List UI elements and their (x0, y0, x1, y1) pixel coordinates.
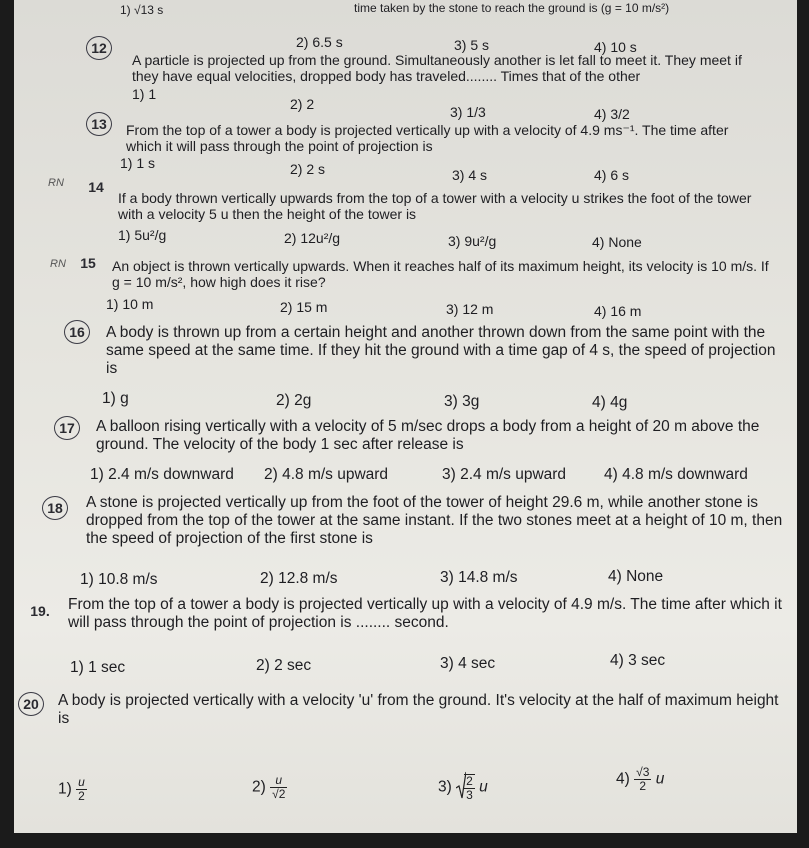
option-4: 4) 16 m (594, 303, 642, 319)
fraction (464, 774, 475, 802)
option-1: 1) 10 m (106, 296, 154, 312)
prev-option-2: 2) 6.5 s (296, 34, 343, 50)
option-2: 2) 12.8 m/s (260, 570, 338, 587)
numerator: √3 (636, 765, 650, 779)
option-3: 3) 12 m (446, 301, 494, 317)
question-number: 15 (80, 255, 96, 271)
option-4: 4) 6 s (594, 167, 630, 183)
variable: u (479, 778, 488, 796)
question-number: 13 (86, 112, 112, 136)
question-stem: A balloon rising vertically with a velocity of 5 m/sec drops a body from a height of 20 m above the ground. The velocity of the body 1 sec after release is (96, 418, 760, 453)
prev-option-1: 1) √13 s (120, 3, 164, 17)
denominator: √2 (272, 787, 286, 801)
option-2 (252, 774, 287, 801)
prev-stem-tail: time taken by the stone to reach the ground is (g = 10 m/s²) (354, 1, 670, 15)
option-2: 2) 15 m (280, 299, 328, 315)
option-3: 3) 14.8 m/s (440, 569, 518, 586)
numerator: 2 (466, 773, 473, 788)
margin-mark: RN (50, 258, 66, 270)
option-label: 2) (252, 778, 266, 796)
numerator: u (270, 774, 287, 788)
option-4: 4) 4.8 m/s downward (604, 466, 748, 483)
margin-mark: RN (48, 177, 64, 189)
option-4: 4) 3/2 (594, 106, 630, 122)
denominator: 3 (466, 787, 473, 802)
question-stem: From the top of a tower a body is projected vertically up with a velocity of 4.9 m/s. The time after which it will pass through the point of projection is ........ second. (68, 596, 782, 631)
option-4: 4) None (592, 234, 642, 250)
option-4: 4) 4g (592, 394, 628, 411)
question-number: 20 (18, 692, 44, 716)
option-3: 3) 4 s (452, 167, 488, 183)
question-stem: An object is thrown vertically upwards. When it reaches half of its maximum height, its velocity is 10 m/s. If g = 10 m/s², how high does it rise? (112, 258, 769, 290)
option-3: 3) 4 sec (440, 655, 496, 672)
question-number: 16 (64, 320, 90, 344)
fraction (634, 766, 651, 793)
variable: u (655, 770, 665, 788)
option-2: 2) 2 (290, 96, 315, 112)
option-1: 1) 5u²/g (118, 227, 167, 243)
option-4: 4) 3 sec (610, 652, 666, 669)
option-1: 1) 2.4 m/s downward (90, 466, 234, 483)
option-1: 1) 10.8 m/s (80, 571, 158, 588)
option-1: 1) g (102, 390, 129, 407)
numerator: u (78, 775, 85, 789)
option-4 (616, 766, 664, 793)
option-2: 2) 4.8 m/s upward (264, 466, 389, 483)
option-1 (58, 776, 87, 803)
option-2: 2) 2 s (290, 161, 326, 177)
question-stem: A stone is projected vertically up from the foot of the tower of height 29.6 m, while another stone is dropped from the top of the tower at the same instant. If the two stones meet at a height of 10 m, then the speed of projection of the first stone is (86, 494, 783, 547)
denominator: 2 (78, 789, 85, 803)
fraction (270, 774, 287, 801)
worksheet-page (14, 0, 797, 833)
option-3: 3) 2.4 m/s upward (442, 466, 567, 483)
question-number: 17 (54, 416, 80, 440)
question-stem: From the top of a tower a body is projected vertically up with a velocity of 4.9 ms⁻¹. The time after which it will pass through the point of projection is (126, 122, 729, 154)
fraction (76, 776, 87, 803)
option-2: 2) 2g (276, 392, 312, 409)
question-number: 14 (88, 179, 104, 195)
option-label: 3) (438, 778, 452, 796)
option-3: 3) 3g (444, 393, 480, 410)
question-stem: A body is thrown up from a certain height and another thrown down from the same point with the same speed at the same time. If they hit the ground with a time gap of 4 s, the speed of projection is (106, 324, 776, 377)
option-1: 1) 1 s (120, 155, 156, 171)
question-stem: A body is projected vertically with a velocity 'u' from the ground. It's velocity at the half of maximum height is (58, 692, 779, 727)
option-3 (438, 770, 488, 805)
question-stem: If a body thrown vertically upwards from the top of a tower with a velocity u strikes the foot of the tower with a velocity 5 u then the height of the tower is (118, 190, 752, 222)
option-1: 1) 1 sec (70, 659, 126, 676)
question-number: 12 (86, 36, 112, 60)
denominator: 2 (639, 779, 647, 793)
prev-option-4: 4) 10 s (594, 39, 637, 55)
question-number: 19. (30, 603, 50, 619)
option-3: 3) 1/3 (450, 104, 486, 120)
question-stem: A particle is projected up from the ground. Simultaneously another is let fall to meet it. They meet if they have equal velocities, dropped body has traveled........ Times that of the other (132, 52, 742, 84)
option-1: 1) 1 (132, 86, 157, 102)
option-2: 2) 12u²/g (284, 230, 341, 246)
option-label: 4) (616, 770, 630, 788)
option-3: 3) 9u²/g (448, 233, 497, 249)
question-number: 18 (42, 496, 68, 520)
option-4: 4) None (608, 568, 664, 585)
option-label: 1) (58, 780, 72, 798)
prev-option-3: 3) 5 s (454, 37, 490, 53)
option-2: 2) 2 sec (256, 657, 312, 674)
